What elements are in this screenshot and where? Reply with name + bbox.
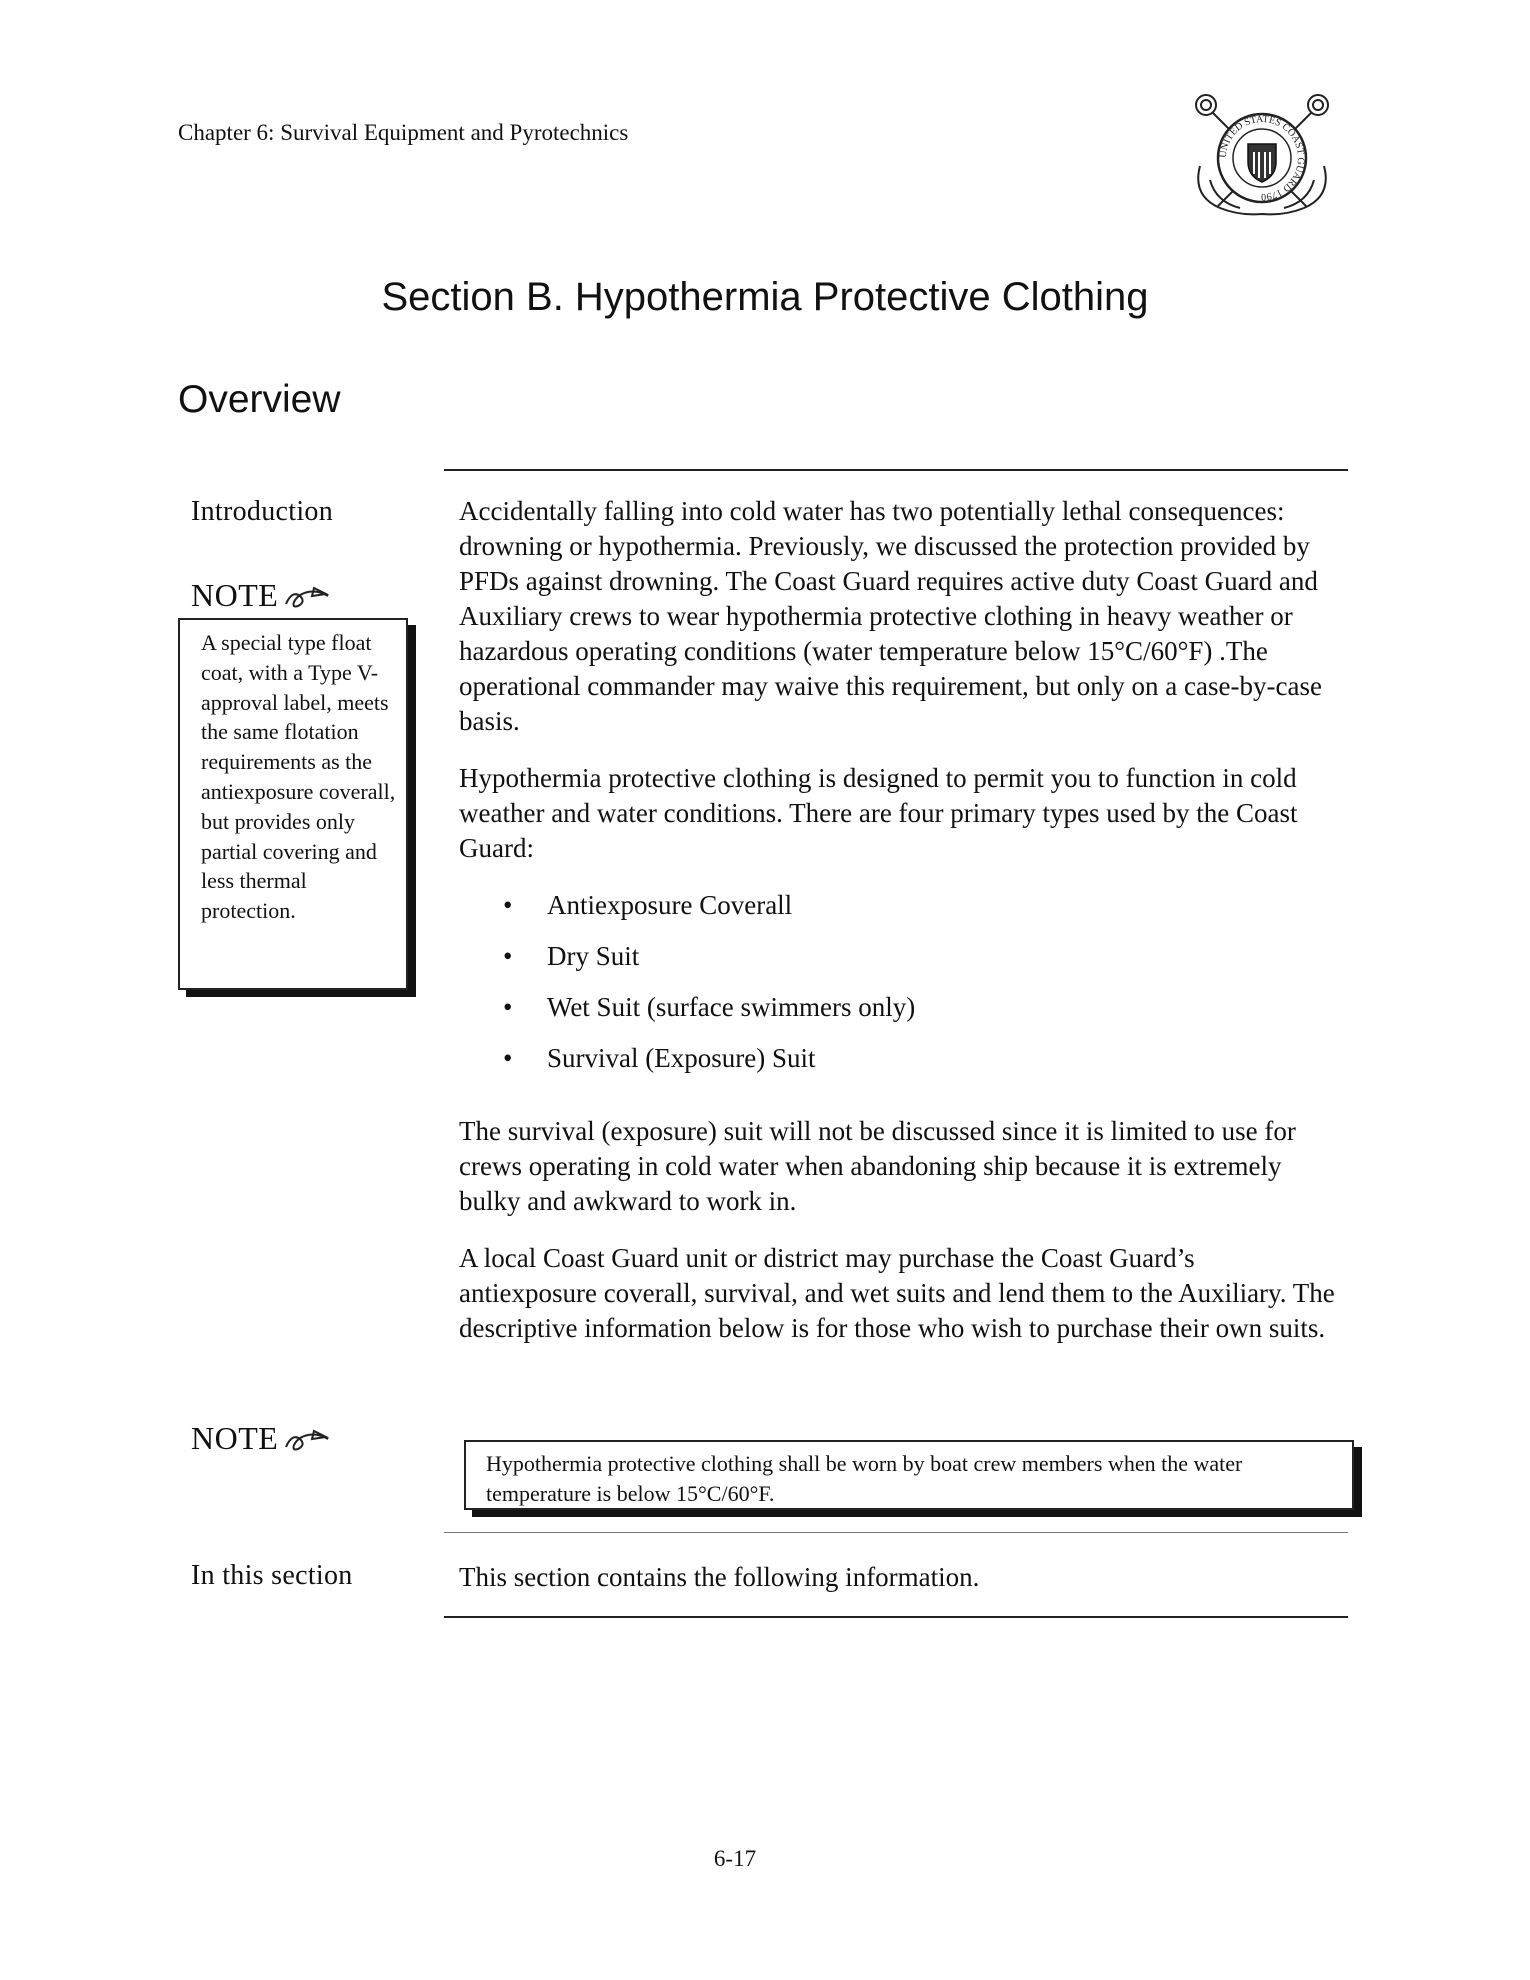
bullet-icon: • (503, 992, 513, 1022)
bottom-rule (444, 1616, 1348, 1618)
in-this-section-text: This section contains the following information. (459, 1562, 980, 1592)
list-item-text: Antiexposure Coverall (547, 890, 793, 920)
mid-rule (444, 1532, 1348, 1533)
introduction-label: Introduction (191, 496, 334, 527)
hypothermia-note-box: Hypothermia protective clothing shall be worn by boat crew members when the water temperature is below 15°C/60°F. (464, 1440, 1354, 1510)
list-item-text: Survival (Exposure) Suit (547, 1043, 816, 1073)
list-item (459, 888, 1339, 939)
intro-paragraph-4: A local Coast Guard unit or district may purchase the Coast Guard’s antiexposure coverall, survival, and wet suits and lend them to the Auxiliary. The descriptive information below is for those who wish to purchase their own suits. (459, 1243, 1335, 1343)
writing-hand-icon (284, 1427, 330, 1451)
note-label-1 (191, 577, 330, 614)
list-item-text: Dry Suit (547, 941, 640, 971)
section-title: Section B. Hypothermia Protective Clothing (381, 275, 1149, 319)
bullet-icon: • (503, 941, 513, 971)
introduction-body (459, 494, 1339, 1368)
list-item (459, 990, 1339, 1041)
page-number: 6-17 (713, 1846, 757, 1871)
overview-heading: Overview (178, 378, 341, 421)
list-item (459, 939, 1339, 990)
top-rule (444, 469, 1348, 471)
clothing-types-list (459, 888, 1339, 1092)
chapter-header: Chapter 6: Survival Equipment and Pyrotechnics (178, 120, 629, 145)
note-label-2 (191, 1420, 330, 1457)
note-label-2-text: NOTE (191, 1420, 279, 1456)
list-item (459, 1041, 1339, 1092)
bullet-icon: • (503, 890, 513, 920)
bullet-icon: • (503, 1043, 513, 1073)
intro-paragraph-2: Hypothermia protective clothing is designed to permit you to function in cold weather and water conditions. There are four primary types used by the Coast Guard: (459, 763, 1298, 863)
writing-hand-icon (284, 584, 330, 608)
list-item-text: Wet Suit (surface swimmers only) (547, 992, 916, 1022)
in-this-section-label: In this section (191, 1560, 353, 1591)
seal-text: UNITED STATES COAST GUARD 1790 (1217, 113, 1307, 203)
intro-paragraph-1: Accidentally falling into cold water has two potentially lethal consequences: drowning or hypothermia. Previously, we discussed the protection provided by PFDs against drowning. The Coast Guard requires active duty Coast Guard and Auxiliary crews to wear hypothermia protective clothing in heavy weather or hazardous operating conditions (water temperature below 15°C/60°F) .The operational commander may waive this requirement, but only on a case-by-case basis. (459, 496, 1322, 736)
float-coat-note-box: A special type float coat, with a Type V-approval label, meets the same flotation requirements as the antiexposure coverall, but provides only partial covering and less thermal protection. (178, 618, 408, 990)
note-label-1-text: NOTE (191, 577, 279, 613)
intro-paragraph-3: The survival (exposure) suit will not be discussed since it is limited to use for crews operating in cold water when abandoning ship because it is extremely bulky and awkward to work in. (459, 1116, 1296, 1216)
coast-guard-seal-logo (1188, 88, 1336, 226)
